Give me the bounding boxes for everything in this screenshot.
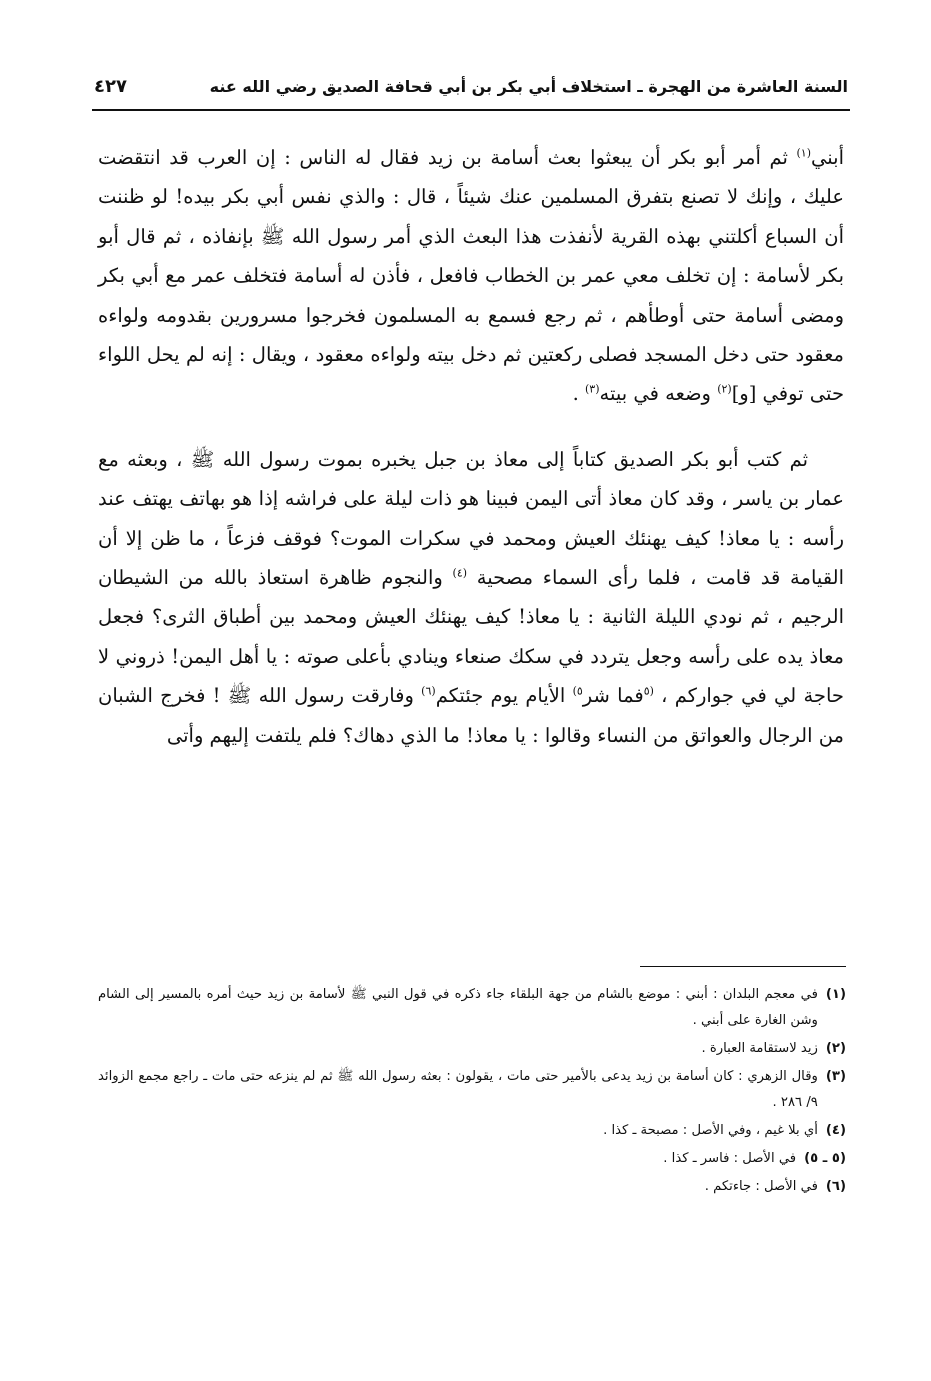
text-run: الأيام يوم جئتكم [435, 684, 573, 708]
footnote-number: (٢) [825, 1041, 846, 1056]
footnote-6 [98, 1174, 846, 1200]
footnote-5 [98, 1146, 846, 1172]
text-run: وضعه في بيته [599, 382, 718, 406]
text-run: أبني [811, 146, 844, 169]
footnote-ref: (٢) [717, 382, 732, 396]
footnote-ref: (٦) [421, 684, 436, 698]
footnote-text: زيد لاستقامة العبارة . [701, 1041, 818, 1056]
text-run: فما شر [582, 684, 644, 708]
footnote-ref: ٥) [572, 684, 583, 698]
paragraph [98, 138, 844, 414]
page-header [94, 66, 848, 106]
footnote-3 [98, 1064, 846, 1116]
body-text [98, 138, 844, 755]
footnote-number: (١) [825, 987, 846, 1002]
footnote-ref: (١) [796, 146, 812, 160]
text-run: والنجوم ظاهرة استعاذ بالله من الشيطان الرجيم ، ثم نودي الليلة الثانية : يا معاذ! كيف يهنئك العيش ومحمد بين أطباق الثرى؟ فجعل معاذ يده على رأسه وجعل يتردد في سكك صنعاء وينادي بأعلى صوته : يا أهل اليمن! ذروني لا حاجة لي في جواركم ، [98, 566, 844, 708]
footnote-text: في الأصل : فاسر ـ كذا . [663, 1151, 797, 1166]
footnote-number: (٤) [825, 1123, 846, 1138]
header-divider [92, 109, 850, 111]
footnotes [98, 982, 846, 1202]
text-run: ثم أمر أبو بكر أن يبعثوا بعث أسامة بن زيد فقال له الناس : إن العرب قد انتقضت عليك ، وإنك لا تصنع بتفرق المسلمين عنك شيئاً ، قال : والذي نفس أبي بكر بيده! لو ظننت أن السباع أكلتني بهذه القرية لأنفذت هذا البعث الذي أمر رسول الله ﷺ بإنفاذه ، ثم قال أبو بكر لأسامة : إن تخلف معي عمر بن الخطاب فافعل ، فأذن له أسامة فتخلف عمر مع أبي بكر ومضى أسامة حتى أوطأهم ، ثم رجع فسمع به المسلمون فخرجوا مسرورين بقدومه ولواءه معقود حتى دخل المسجد فصلى ركعتين ثم دخل بيته ولواءه معقود ، ويقال : إنه لم يحل اللواء حتى توفي [و] [98, 146, 844, 406]
footnote-ref: (٥ [643, 684, 654, 698]
footnote-text: في معجم البلدان : أبني : موضع بالشام من جهة البلقاء جاء ذكره في قول النبي ﷺ لأسامة بن زيد حيث أمره بالمسير إلى الشام وشن الغارة على أبني . [98, 987, 818, 1028]
footnote-text: في الأصل : جاءتكم . [704, 1179, 818, 1194]
footnote-number: (٥ ـ ٥) [804, 1151, 846, 1166]
footnote-number: (٣) [825, 1069, 846, 1084]
footnote-2 [98, 1036, 846, 1062]
footnote-number: (٦) [825, 1179, 846, 1194]
text-run: ثم كتب أبو بكر الصديق كتاباً إلى معاذ بن جبل يخبره بموت رسول الله ﷺ ، وبعثه مع عمار بن ياسر ، وقد كان معاذ أتى اليمن فبينا هو ذات ليلة على فراشه إذا هو بهاتف يهتف عند رأسه : يا معاذ! كيف يهنئك العيش ومحمد في سكرات الموت؟ فوقف فزعاً ، ما ظن إلا أن القيامة قد قامت ، فلما رأى السماء مصحية [98, 447, 844, 590]
footnote-text: وقال الزهري : كان أسامة بن زيد يدعى بالأمير حتى مات ، يقولون : بعثه رسول الله ﷺ ثم لم ينزعه حتى مات ـ راجع مجمع الزوائد ٩/ ٢٨٦ . [98, 1069, 818, 1110]
footnote-ref: (٤) [452, 566, 468, 580]
page-number: ٤٢٧ [94, 75, 127, 97]
footnote-ref: (٣) [585, 382, 600, 396]
footnote-4 [98, 1118, 846, 1144]
footnote-text: أي بلا غيم ، وفي الأصل : مصبحة ـ كذا . [603, 1123, 818, 1138]
text-run: وفارقت رسول الله ﷺ ! فخرج الشبان من الرجال والعواتق من النساء وقالوا : يا معاذ! ما الذي دهاك؟ فلم يلتفت إليهم وأتى [98, 684, 844, 747]
footnote-divider [640, 966, 846, 967]
paragraph [98, 440, 844, 755]
text-run: . [572, 382, 585, 406]
footnote-1 [98, 982, 846, 1034]
running-title: السنة العاشرة من الهجرة ـ استخلاف أبي بكر بن أبي قحافة الصديق رضي الله عنه [209, 76, 848, 96]
